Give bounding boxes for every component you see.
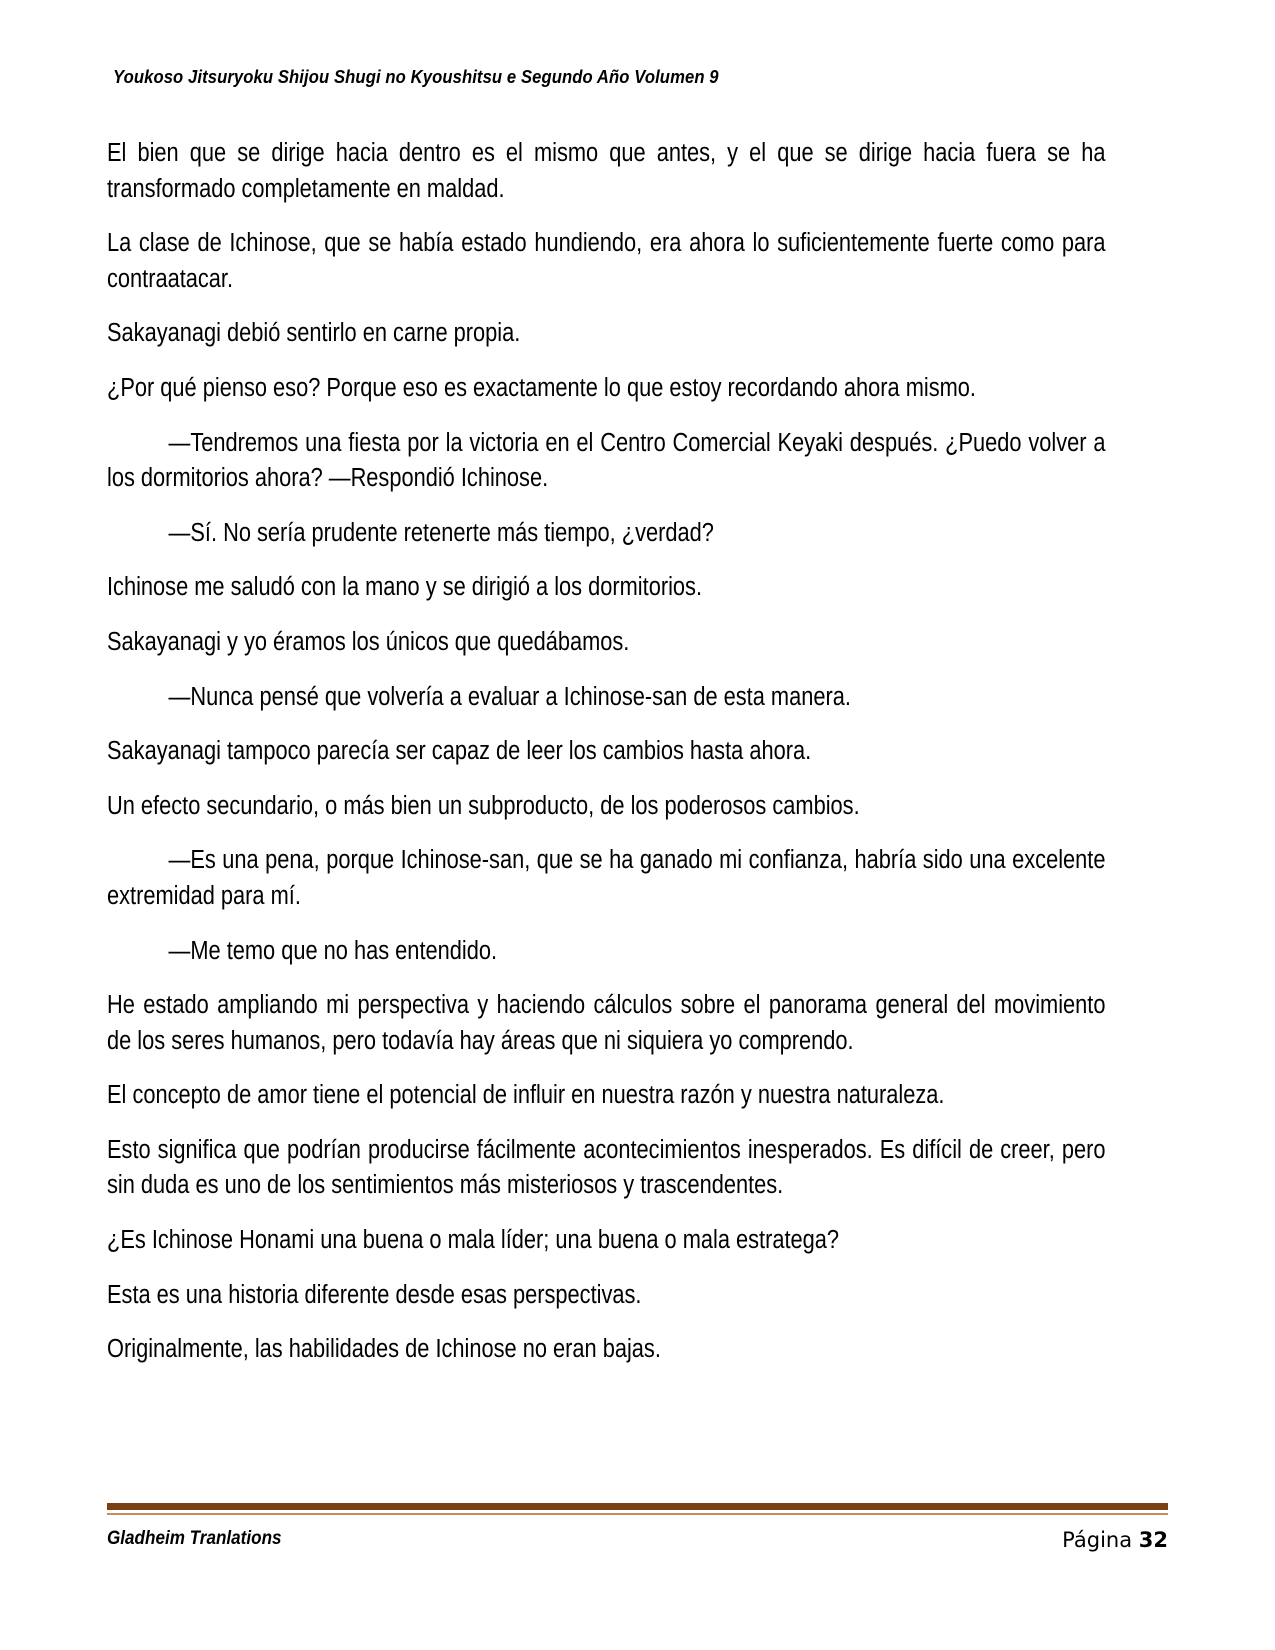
body-paragraph: Originalmente, las habilidades de Ichinose no eran bajas. [107,1335,661,1364]
body-paragraph: Un efecto secundario, o más bien un subproducto, de los poderosos cambios. [107,791,860,820]
footer-rule-thin [107,1513,1168,1515]
body-paragraph: El concepto de amor tiene el potencial de influir en nuestra razón y nuestra naturaleza. [107,1081,945,1110]
footer-divider [107,1503,1168,1517]
body-paragraph: Sakayanagi y yo éramos los únicos que quedábamos. [107,627,630,656]
page-footer [107,1528,1168,1568]
body-paragraph: —Sí. No sería prudente retenerte más tiempo, ¿verdad? [168,518,714,547]
body-paragraph: —Me temo que no has entendido. [168,936,498,965]
body-text-column [107,136,1106,1368]
body-paragraph: ¿Es Ichinose Honami una buena o mala líder; una buena o mala estratega? [107,1226,840,1255]
body-paragraph: Ichinose me saludó con la mano y se dirigió a los dormitorios. [107,573,703,602]
body-paragraph: El bien que se dirige hacia dentro es el mismo que antes, y el que se dirige hacia fuera se ha transformado completamente en maldad. [107,139,1106,203]
footer-page-label: Página [1062,1528,1139,1552]
body-paragraph: —Es una pena, porque Ichinose-san, que se ha ganado mi confianza, habría sido una excelente extremidad para mí. [107,846,1106,910]
body-paragraph: ¿Por qué pienso eso? Porque eso es exactamente lo que estoy recordando ahora mismo. [107,373,976,402]
footer-rule-thick [107,1503,1168,1510]
footer-page-number: 32 [1138,1528,1168,1552]
body-paragraph: Esto significa que podrían producirse fácilmente acontecimientos inesperados. Es difícil de creer, pero sin duda es uno de los sentimientos más misteriosos y trascendentes. [107,1135,1106,1200]
body-paragraph: Esta es una historia diferente desde esas perspectivas. [107,1280,642,1309]
body-paragraph: La clase de Ichinose, que se había estado hundiendo, era ahora lo suficientemente fuerte como para contraatacar. [107,229,1106,293]
running-header [113,66,1168,96]
body-paragraph: —Tendremos una fiesta por la victoria en el Centro Comercial Keyaki después. ¿Puedo volver a los dormitorios ahora? —Respondió Ichinose. [107,428,1106,493]
body-paragraph: —Nunca pensé que volvería a evaluar a Ichinose-san de esta manera. [168,682,851,711]
footer-credit: Gladheim Tranlations [107,1528,282,1549]
body-paragraph: Sakayanagi debió sentirlo en carne propia. [107,319,521,348]
footer-page-indicator [1062,1528,1168,1552]
body-paragraph: Sakayanagi tampoco parecía ser capaz de leer los cambios hasta ahora. [107,737,812,766]
body-paragraph: He estado ampliando mi perspectiva y haciendo cálculos sobre el panorama general del movimiento de los seres humanos, pero todavía hay áreas que ni siquiera yo comprendo. [107,991,1106,1055]
running-header-title: Youkoso Jitsuryoku Shijou Shugi no Kyoushitsu e Segundo Año Volumen 9 [113,66,719,87]
